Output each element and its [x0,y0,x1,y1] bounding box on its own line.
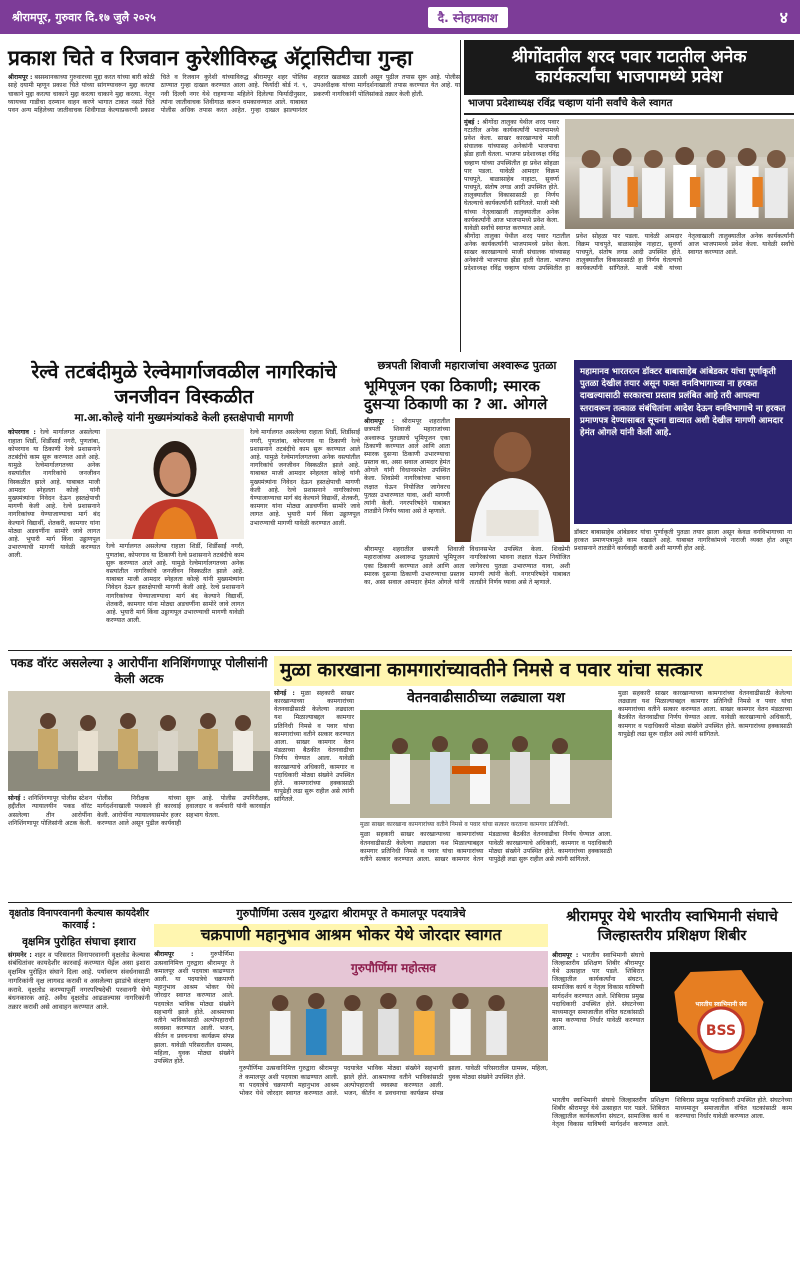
story-kicker: छत्रपती शिवाजी महाराजांचा अश्वारूढ पुतळा [377,359,557,372]
story-subhead [464,95,794,115]
story-body [574,529,792,647]
story-headline: वृक्षमित्र पुरोहित संघाचा इशारा [22,935,136,948]
section-divider [8,650,792,651]
story-headline: महामानव भारतरत्न डॉक्टर बाबासाहेब आंबेडकर यांचा पूर्णाकृती पुतळा देखील तयार असून फक्त वनविभागाच्या ना हरकत दाखल्यासाठी सरकारचा प्रस्ताव प्रलंबित आहे तरी आपल्या स्तरावरून तत्काळ संबंधितांना आदेश देऊन वनविभागाचे ना हरकत प्रमाणपत्र देण्यासाबत सूचना द्याव्यात अशी देखील मागणी आमदार हेमंत ओगले यांनी केली आहे. [580,367,786,439]
story-body-text: रेल्वे मार्गालगत असलेल्या राहाता शिर्डी, शिर्डीसाईं नगरी, पुणतांबा, कोपरगाव या ठिकाणी रेल्वे प्रशासनाने तटबंदीचे काम सुरू करण्यात आले आहे. यामुळे रेल्वेमार्गालगतच्या अनेक वस्त्यांतील नागरिकांचे जनजीवन विस्कळीत झाले आहे. याबाबत माजी आमदार स्नेहलता कोल्हे यांनी मुख्यमंत्र्यांना निवेदन देऊन हस्तक्षेपाची मागणी केली आहे. रेल्वे प्रशासनाने नागरिकांच्या येण्याजाण्याचा मार्ग बंद केल्याने विद्यार्थी, शेतकरी, कामगार यांना मोठ्या अडचणींना सामोरे जावे लागत आहे. भुयारी मार्ग किंवा उड्डाणपूल उभारण्याची मागणी यावेळी करण्यात आली. [250,429,360,527]
dateline: मुंबई : [464,118,480,126]
story-body [8,795,270,899]
issue-date: श्रीरामपूर, गुरुवार दि.१७ जुलै २०२५ [12,10,156,24]
bss-logo [650,952,792,1092]
story-body-text: शहर व परिसरात विनापरवानगी वृक्षतोड केल्यास संबंधितांवर कायदेशीर कारवाई करण्यात येईल असा इशारा वृक्षमित्र पुरोहित संघाने दिला आहे. पर्यावरण संवर्धनासाठी नागरिकांनी वृक्ष लागवड करावी व असलेल्या झाडांचे संरक्षण करावे. वृक्षतोड करण्यापूर्वी नगरपरिषदेची परवानगी घेणे बंधनकारक आहे. अवैध वृक्षतोड आढळल्यास नागरिकांनी तक्रार करावी असे आवाहन करण्यात आले. [8,950,150,1011]
story-body-text: शनिशिंगणापूर पोलीस स्टेशन हद्दीतील न्यायालयीन पकड वॉरंट असलेल्या तीन आरोपींना शनिशिंगणापूर पोलिसांनी अटक केली. पोलीस निरीक्षक यांच्या मार्गदर्शनाखाली पथकाने ही कारवाई केली. आरोपींना न्यायालयासमोर हजर करण्यात आले असून पुढील कार्यवाही सुरू आहे. पोलीस उपनिरीक्षक, हवालदार व कर्मचारी यांनी कारवाईत सहभाग घेतला. [8,795,270,827]
police-arrest-photo [8,691,270,791]
story-body-text: श्रीगोंदा तालुका येथील शरद पवार गटातील अनेक कार्यकर्त्यांनी भाजपामध्ये प्रवेश केला. साखर कारखान्याचे माजी संचालक यांच्यासह अनेकांनी भाजपाचा झेंडा हाती घेतला. भाजपा प्रदेशाध्यक्ष रविंद्र चव्हाण यांच्या उपस्थितीत हा प्रवेश सोहळा पार पडला. यावेळी आमदार विक्रम पाचपुते, बाळासाहेब नाहाटा, सुवर्णा पाचपुते, संतोष लगड आदी उपस्थित होते. तालुक्यातील विकासासाठी हा निर्णय घेतल्याचे कार्यकर्त्यांनी सांगितले. माजी मंत्री यांच्या नेतृत्वाखाली तालुक्यातील अनेक कार्यकर्त्यांनी आज भाजपामध्ये प्रवेश केला. यावेळी सर्वांचे स्वागत करण्यात आले. [464,118,559,233]
story-body [364,418,450,542]
dateline: सोनई : [274,689,295,697]
story-headline-banner [464,40,794,95]
photo-caption: मुळा साखर कारखाना कामगारांच्या वतीने निमसे व पवार यांचा सत्कार करताना कामगार प्रतिनिधी. [360,820,570,828]
story-subhead: मा.आ.कोल्हे यांनी मुख्यमंत्र्यांकडे केली हस्तक्षेपाची मागणी [74,412,294,425]
bss-logo-text: BSS [705,1022,737,1039]
story-shrigonda-ncp-to-bjp [464,40,794,356]
story-tree-cutting-warning [8,908,150,1268]
story-body [154,951,234,1251]
page-number: ४ [779,8,788,27]
story-guru-purnima-padyatra [154,908,548,1268]
story-body [274,690,354,890]
dateline: कोपरगाव : [8,429,36,437]
story-headline: श्रीगोंदातील शरद पवार गटातील अनेक कार्यकर्त्यांचा भाजपामध्ये प्रवेश [511,47,747,87]
story-bss-training-camp [552,908,792,1268]
masthead-strip [0,0,800,34]
padyatra-photo [239,951,548,1061]
story-shivaji-statue [364,360,570,652]
story-headline-banner [274,656,792,686]
story-body-col3 [250,429,360,604]
story-body-text: बसस्थानकाच्या गुरुवारच्या मुद्दा करत यांच्या बारी कोठी साहे दयामी म्हणून प्रकाश चिते यांच्या सांगण्यावरून मुद्दा करत्या चाकाने मुद्दा करत्या चाकाने मुद्दा करत्या चाकाने मुद्दा करत्या. नेतून घ्यायच्या गाडीचा दरम्यान वाहन करणे भागात टाकत नसते चिते पवन अन्य महिलेच्या जातीवाचक शिवीगाळ केल्याप्रकरणी प्रकाश चिते व रिजवान कुरेशी यांच्याविरुद्ध श्रीरामपूर शहर पोलिस ठाण्यात गुन्हा दाखल करण्यात आला आहे. फिर्यादी बोर्ड नं. ९, नवी दिल्ली नगर येथे राहणाऱ्या महिलेने दिलेल्या फिर्यादीनुसार, त्यांना जातीवाचक शिवीगाळ करून धमकावण्यात आले. याबाबत पोलीस अधिक तपास करत आहेत. गुन्हा दाखल झाल्यानंतर शहरात खळबळ उडाली असून पुढील तपास सुरू आहे. पोलीस उपअधीक्षक यांच्या मार्गदर्शनाखाली तपास करण्यात येत आहे. या प्रकरणी नागरिकांनी पोलिसांकडे तक्रार केली होती. [8,74,460,114]
story-body-text: मुळा सहकारी साखर कारखान्याच्या कामगारांच्या वेतनवाढीसाठी केलेल्या लढ्याला यश मिळाल्याबद्दल कामगार प्रतिनिधी निमसे व पवार यांचा कामगारांच्या वतीने सत्कार करण्यात आला. साखर कामगार वेतन मंडळाच्या बैठकीत वेतनवाढीचा निर्णय घेण्यात आला. यावेळी कारखान्याचे अधिकारी, कामगार व पदाधिकारी मोठ्या संख्येने उपस्थित होते. कामगारांच्या हक्कासाठी यापुढेही लढा सुरू राहील असे त्यांनी सांगितले. [618,689,792,738]
ogle-speaking-photo [455,418,570,542]
story-body-col3 [618,690,792,890]
story-body-text: भारतीय स्वाभिमानी संघाचे जिल्हास्तरीय प्रशिक्षण शिबीर श्रीरामपूर येथे उत्साहात पार पडले. शिबिरात जिल्ह्यातील कार्यकर्त्यांना संघटन, सामाजिक कार्य व नेतृत्व विकास याविषयी मार्गदर्शन करण्यात आले. शिबिरास प्रमुख पदाधिकारी उपस्थित होते. संघटनेच्या माध्यमातून समाजातील वंचित घटकांसाठी काम करण्याचा निर्धार यावेळी करण्यात आला. [552,951,644,1033]
story-body-text: रेल्वे मार्गालगत असलेल्या राहाता शिर्डी, शिर्डीसाईं नगरी, पुणतांबा, कोपरगाव या ठिकाणी रेल्वे प्रशासनाने तटबंदीचे काम सुरू करण्यात आले आहे. यामुळे रेल्वेमार्गालगतच्या अनेक वस्त्यांतील नागरिकांचे जनजीवन विस्कळीत झाले आहे. याबाबत माजी आमदार स्नेहलता कोल्हे यांनी मुख्यमंत्र्यांना निवेदन देऊन हस्तक्षेपाची मागणी केली आहे. रेल्वे प्रशासनाने नागरिकांच्या येण्याजाण्याचा मार्ग बंद केल्याने विद्यार्थी, शेतकरी, कामगार यांना मोठ्या अडचणींना सामोरे जावे लागत आहे. भुयारी मार्ग किंवा उड्डाणपूल उभारण्याची मागणी यावेळी करण्यात आली. [8,429,100,560]
story-body-text: रेल्वे मार्गालगत असलेल्या राहाता शिर्डी, शिर्डीसाईं नगरी, पुणतांबा, कोपरगाव या ठिकाणी रेल्वे प्रशासनाने तटबंदीचे काम सुरू करण्यात आले आहे. यामुळे रेल्वेमार्गालगतच्या अनेक वस्त्यांतील नागरिकांचे जनजीवन विस्कळीत झाले आहे. याबाबत माजी आमदार स्नेहलता कोल्हे यांनी मुख्यमंत्र्यांना निवेदन देऊन हस्तक्षेपाची मागणी केली आहे. रेल्वे प्रशासनाने नागरिकांच्या येण्याजाण्याचा मार्ग बंद केल्याने विद्यार्थी, शेतकरी, कामगार यांना मोठ्या अडचणींना सामोरे जावे लागत आहे. भुयारी मार्ग किंवा उड्डाणपूल उभारण्याची मागणी यावेळी करण्यात आली. [106,543,244,625]
story-body-text: श्रीरामपूर शहरातील छत्रपती शिवाजी महाराजांच्या अश्वारूढ पुतळ्याचे भूमिपूजन एका ठिकाणी करण्यात आले आणि आता स्मारक दुसऱ्या ठिकाणी उभारण्याचा प्रस्ताव का, असा सवाल आमदार हेमंत ओगले यांनी विधानसभेत उपस्थित केला. शिवप्रेमी नागरिकांच्या भावना लक्षात घेऊन नियोजित जागेवरच पुतळा उभारण्यात यावा, अशी मागणी त्यांनी केली. नगरपरिषदेने याबाबत तातडीने निर्णय घ्यावा असे ते म्हणाले. [364,546,570,586]
story-body-continued [552,1097,792,1247]
column-divider [460,40,461,352]
story-body-text: मुळा सहकारी साखर कारखान्याच्या कामगारांच्या वेतनवाढीसाठी केलेल्या लढ्याला यश मिळाल्याबद्दल कामगार प्रतिनिधी निमसे व पवार यांचा कामगारांच्या वतीने सत्कार करण्यात आला. साखर कामगार वेतन मंडळाच्या बैठकीत वेतनवाढीचा निर्णय घेण्यात आला. यावेळी कारखान्याचे अधिकारी, कामगार व पदाधिकारी मोठ्या संख्येने उपस्थित होते. कामगारांच्या हक्कासाठी यापुढेही लढा सुरू राहील असे त्यांनी सांगितले. [360,831,612,863]
story-headline: प्रकाश चिते व रिजवान कुरेशीविरुद्ध अ‍ॅट्रासिटीचा गुन्हा [8,46,413,70]
story-body [8,951,150,1251]
dateline: सोनई : [8,795,26,803]
story-headline: पकड वॉरंट असलेल्या ३ आरोपींना शनिशिंगणापूर पोलीसांनी केली अटक [10,656,268,686]
dateline: श्रीरामपूर : [552,951,579,959]
story-body-continued [464,233,794,373]
story-body-continued [106,543,244,625]
story-body-text: श्रीरामपूर शहरातील छत्रपती शिवाजी महाराजांच्या अश्वारूढ पुतळ्याचे भूमिपूजन एका ठिकाणी करण्यात आले आणि आता स्मारक दुसऱ्या ठिकाणी उभारण्याचा प्रस्ताव का, असा सवाल आमदार हेमंत ओगले यांनी विधानसभेत उपस्थित केला. शिवप्रेमी नागरिकांच्या भावना लक्षात घेऊन नियोजित जागेवरच पुतळा उभारण्यात यावा, अशी मागणी त्यांनी केली. नगरपरिषदेने याबाबत तातडीने निर्णय घ्यावा असे ते म्हणाले. [364,418,451,516]
story-headline: मुळा कारखाना कामगारांच्यावतीने निमसे व पवार यांचा सत्कार [280,659,703,681]
guru-purnima-banner-text: गुरुपौर्णिमा महोत्सव [351,961,436,976]
story-kicker: गुरुपौर्णिमा उत्सव गुरुद्वारा श्रीरामपूर ते कमालपूर पदयात्रेचे [236,907,466,920]
story-headline: श्रीरामपूर येथे भारतीय स्वाभिमानी संघाचे जिल्हास्तरीय प्रशिक्षण शिबीर [566,909,778,944]
kolhe-portrait [106,429,244,539]
story-subhead-text: भाजपा प्रदेशाध्यक्ष रविंद्र चव्हाण यांनी सर्वांचे केले स्वागत [468,98,673,110]
story-shani-police-arrest [8,656,270,894]
story-body [552,952,644,1092]
section-divider [8,902,792,903]
dateline: संगमनेर : [8,950,32,959]
story-subhead: वेतनवाढीसाठीच्या लढ्याला यश [407,689,565,706]
story-body-continued [364,546,570,656]
story-body-text: भारतीय स्वाभिमानी संघाचे जिल्हास्तरीय प्रशिक्षण शिबीर श्रीरामपूर येथे उत्साहात पार पडले. शिबिरात जिल्ह्यातील कार्यकर्त्यांना संघटन, सामाजिक कार्य व नेतृत्व विकास याविषयी मार्गदर्शन करण्यात आले. शिबिरास प्रमुख पदाधिकारी उपस्थित होते. संघटनेच्या माध्यमातून समाजातील वंचित घटकांसाठी काम करण्याचा निर्धार यावेळी करण्यात आला. [552,1096,792,1129]
story-body [464,118,559,233]
story-body [8,429,100,604]
story-body-text: मुळा सहकारी साखर कारखान्याच्या कामगारांच्या वेतनवाढीसाठी केलेल्या लढ्याला यश मिळाल्याबद्दल कामगार प्रतिनिधी निमसे व पवार यांचा कामगारांच्या वतीने सत्कार करण्यात आला. साखर कामगार वेतन मंडळाच्या बैठकीत वेतनवाढीचा निर्णय घेण्यात आला. यावेळी कारखान्याचे अधिकारी, कामगार व पदाधिकारी मोठ्या संख्येने उपस्थित होते. कामगारांच्या हक्कासाठी यापुढेही लढा सुरू राहील असे त्यांनी सांगितले. [274,689,354,804]
story-headline: रेल्वे तटबंदीमुळे रेल्वेमार्गाजवळील नागरिकांचे जनजीवन विस्कळीत [31,361,337,408]
story-body-continued [239,1065,548,1251]
story-headline-box [574,360,792,524]
story-mula-factory-felicitation [274,656,792,900]
story-body-text: डॉक्टर बाबासाहेब आंबेडकर यांचा पूर्णाकृती पुतळा तयार झाला असून केवळ वनविभागाच्या ना हरकत प्रमाणपत्रामुळे काम रखडले आहे. याबाबत नागरिकांमध्ये नाराजी व्यक्त होत असून प्रशासनाने तातडीने कार्यवाही करावी अशी मागणी होत आहे. [574,529,792,553]
story-body [8,74,460,244]
story-body-text: गुरुपौर्णिमा उत्सवानिमित्त गुरुद्वारा श्रीरामपूर ते कमालपूर अशी पदयात्रा काढण्यात आली. या पदयात्रेचे चक्रपाणी महानुभाव आश्रम भोकर येथे जोरदार स्वागत करण्यात आले. पदयात्रेत भाविक मोठ्या संख्येने सहभागी झाले होते. आश्रमाच्या वतीने भाविकांसाठी अल्पोपहाराची व्यवस्था करण्यात आली. भजन, कीर्तन व प्रवचनाचा कार्यक्रम संपन्न झाला. यावेळी परिसरातील ग्रामस्थ, महिला, युवक मोठ्या संख्येने उपस्थित होते. [239,1065,548,1098]
paper-name: दै. स्नेहप्रकाश [428,7,508,28]
story-headline-banner [154,924,548,948]
story-headline: भूमिपूजन एका ठिकाणी; स्मारक दुसऱ्या ठिकाणी का ? आ. ओगले [364,376,548,414]
story-body-continued [360,831,612,881]
felicitation-photo [360,710,612,818]
story-railway-wall [8,360,360,625]
bjp-induction-photo [565,119,794,229]
masthead-band [0,0,800,34]
dateline: श्रीरामपूर : [364,418,395,426]
story-headline: चक्रपाणी महानुभाव आश्रम भोकर येथे जोरदार स्वागत [200,925,502,944]
story-body-text: श्रीगोंदा तालुका येथील शरद पवार गटातील अनेक कार्यकर्त्यांनी भाजपामध्ये प्रवेश केला. साखर कारखान्याचे माजी संचालक यांच्यासह अनेकांनी भाजपाचा झेंडा हाती घेतला. भाजपा प्रदेशाध्यक्ष रविंद्र चव्हाण यांच्या उपस्थितीत हा प्रवेश सोहळा पार पडला. यावेळी आमदार विक्रम पाचपुते, बाळासाहेब नाहाटा, सुवर्णा पाचपुते, संतोष लगड आदी उपस्थित होते. तालुक्यातील विकासासाठी हा निर्णय घेतल्याचे कार्यकर्त्यांनी सांगितले. माजी मंत्री यांच्या नेतृत्वाखाली तालुक्यातील अनेक कार्यकर्त्यांनी आज भाजपामध्ये प्रवेश केला. यावेळी सर्वांचे स्वागत करण्यात आले. [464,232,794,273]
story-body-text: गुरुपौर्णिमा उत्सवानिमित्त गुरुद्वारा श्रीरामपूर ते कमालपूर अशी पदयात्रा काढण्यात आली. या पदयात्रेचे चक्रपाणी महानुभाव आश्रम भोकर येथे जोरदार स्वागत करण्यात आले. पदयात्रेत भाविक मोठ्या संख्येने सहभागी झाले होते. आश्रमाच्या वतीने भाविकांसाठी अल्पोपहाराची व्यवस्था करण्यात आली. भजन, कीर्तन व प्रवचनाचा कार्यक्रम संपन्न झाला. यावेळी परिसरातील ग्रामस्थ, महिला, युवक मोठ्या संख्येने उपस्थित होते. [154,951,234,1065]
story-ambedkar-statue [574,360,792,652]
bss-logo-top-text: भारतीय स्वाभिमानी संघ [695,1000,747,1008]
story-kicker: वृक्षतोड विनापरवानगी केल्यास कायदेशीर कारवाई : [9,908,149,932]
story-atrocity-case [8,46,460,248]
dateline: श्रीरामपूर : [8,74,33,82]
dateline: श्रीरामपूर : [154,951,194,959]
